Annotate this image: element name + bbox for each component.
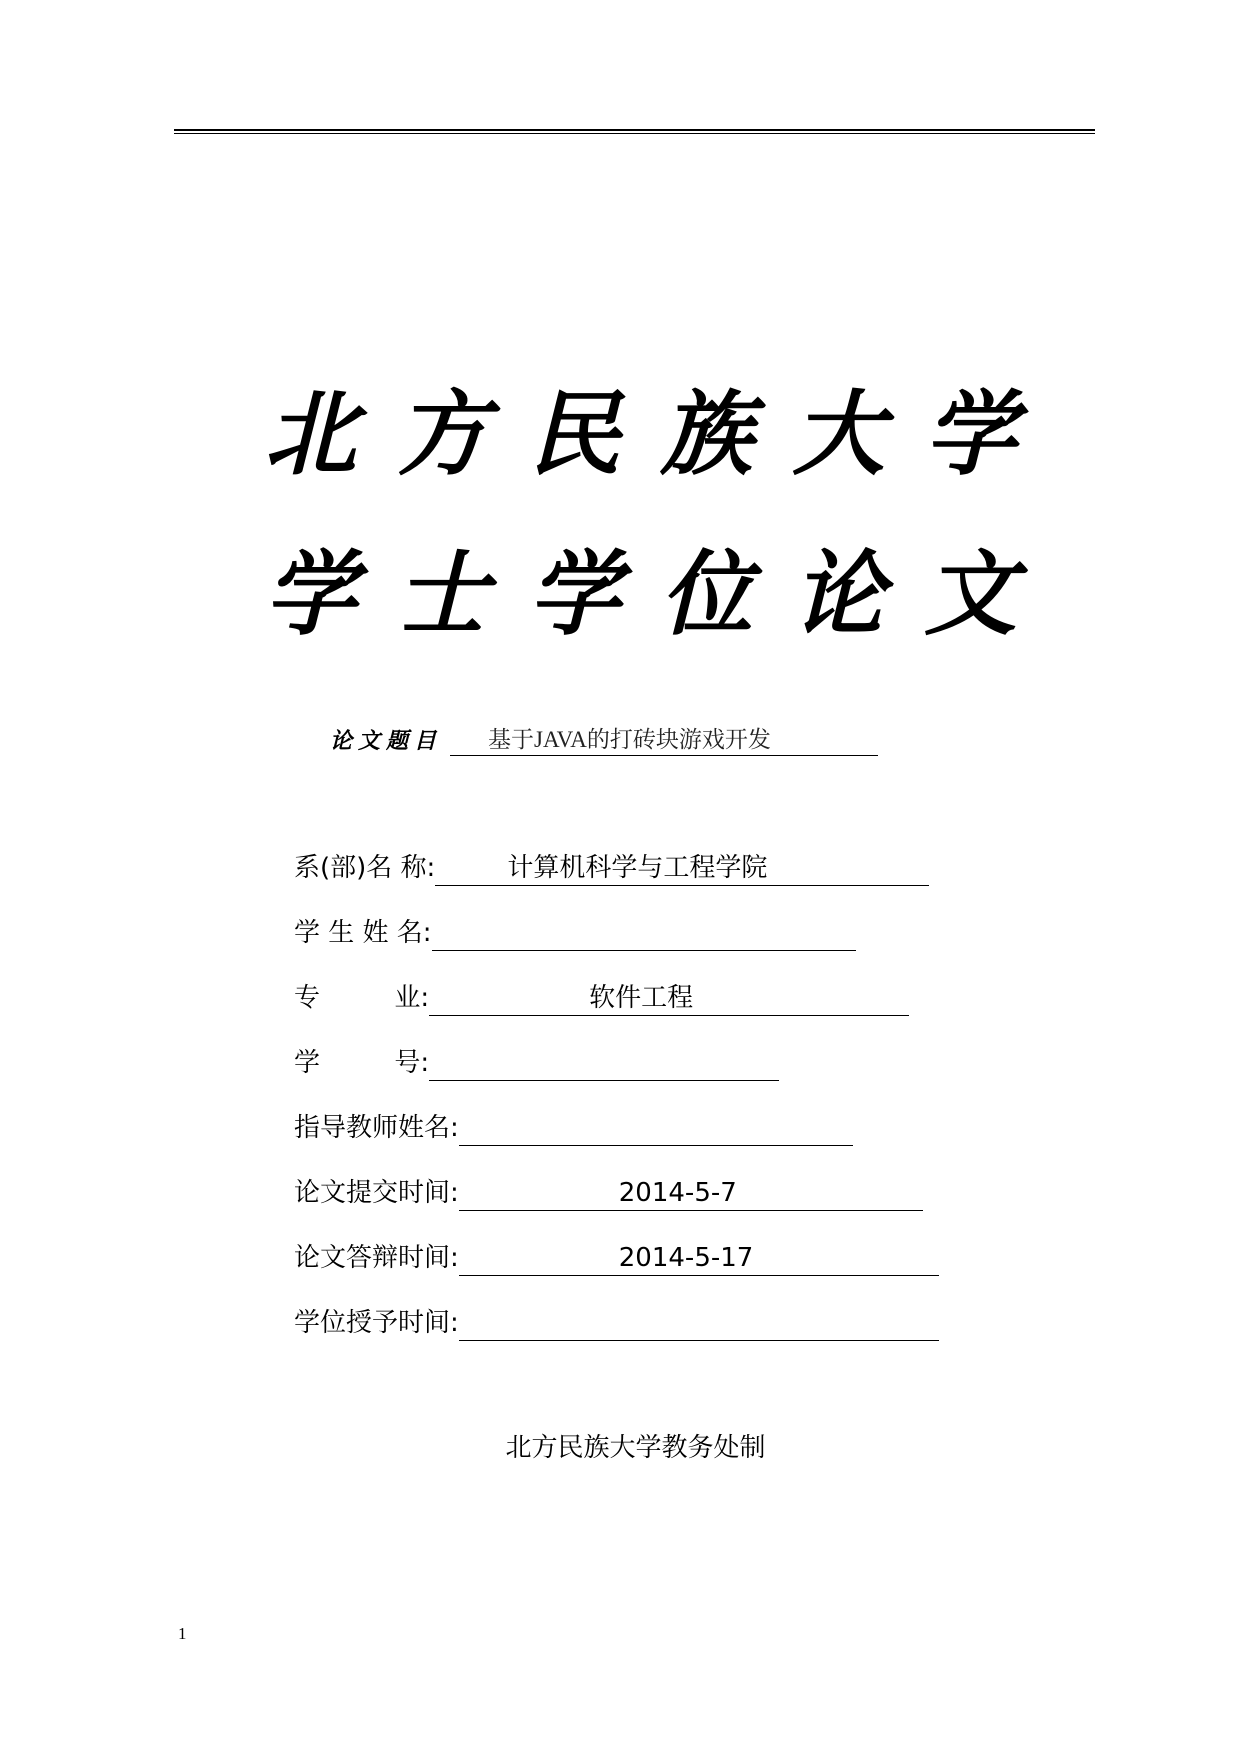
advisor-label: 指导教师姓名: [294,1113,459,1143]
department-value: 计算机科学与工程学院 [435,850,929,886]
student-name-label: 学 生 姓 名: [294,918,432,948]
issuing-office: 北方民族大学教务处制 [505,1433,766,1463]
advisor-value [459,1110,853,1146]
thesis-topic-row [330,722,878,756]
student-name-value [432,915,856,951]
thesis-type-title: 学士学位论文 [264,540,1057,648]
major-value: 软件工程 [429,980,909,1016]
header-rule [174,129,1095,131]
student-id-row [294,1041,779,1081]
major-row [294,976,909,1016]
student-id-value [429,1045,779,1081]
degree-date-row [294,1301,939,1341]
major-label: 专 业: [294,983,430,1013]
thesis-topic-label: 论文题目 [330,728,443,754]
thesis-topic-value: 基于JAVA的打砖块游戏开发 [450,725,878,756]
defense-date-row [294,1236,939,1276]
submission-date-value: 2014-5-7 [459,1175,923,1211]
submission-date-row [294,1171,923,1211]
page-number: 1 [178,1624,187,1643]
defense-date-label: 论文答辩时间: [294,1243,459,1273]
header-rule-thin [174,133,1095,134]
student-name-row [294,911,856,951]
department-label: 系(部)名 称: [294,853,436,883]
department-row [294,846,929,886]
student-id-label: 学 号: [294,1048,430,1078]
degree-date-label: 学位授予时间: [294,1308,459,1338]
defense-date-value: 2014-5-17 [459,1240,939,1276]
degree-date-value [459,1305,939,1341]
submission-date-label: 论文提交时间: [294,1178,459,1208]
university-title: 北方民族大学 [264,380,1057,488]
advisor-row [294,1106,853,1146]
